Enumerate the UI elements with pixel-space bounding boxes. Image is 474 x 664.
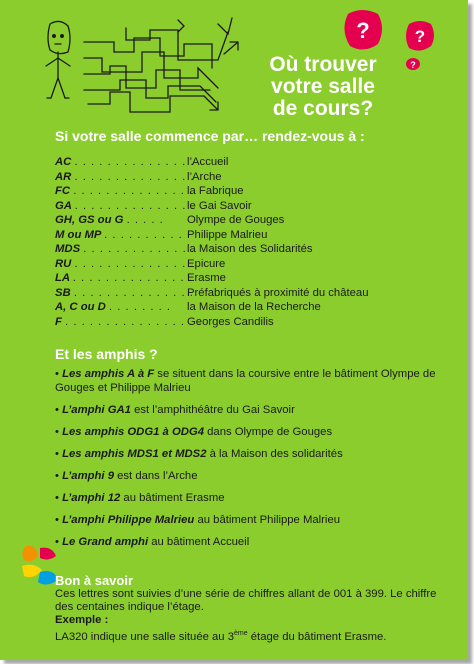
- title-line: de cours?: [272, 97, 374, 120]
- maze-lines-illustration: [28, 14, 244, 124]
- question-bubble-icon: [405, 20, 435, 52]
- amphi-item: • L’amphi Philippe Malrieu au bâtiment Philippe Malrieu: [55, 513, 341, 526]
- room-code: SB . . . . . . . . . . . . . . .: [55, 286, 194, 299]
- code-row: [55, 199, 455, 214]
- svg-text:?: ?: [414, 27, 426, 46]
- code-row: [55, 257, 455, 272]
- bon-a-savoir-body: [55, 588, 455, 644]
- code-row: [55, 300, 455, 315]
- example-text: LA320 indique une salle située au 3ème étage du bâtiment Erasme.: [55, 630, 387, 643]
- room-code: MDS . . . . . . . . . . . . . .: [55, 243, 195, 255]
- building-name: Georges Candilis: [187, 315, 274, 328]
- room-code-list: [55, 155, 455, 329]
- room-code: LA . . . . . . . . . . . . . . .: [55, 272, 193, 284]
- room-code: AC . . . . . . . . . . . . . . .: [55, 156, 195, 168]
- code-row: [55, 315, 455, 330]
- bon-text: Ces lettres sont suivies d’une série de chiffres allant de 001 à 399. Le chiffre des centaines indique l’étage.: [55, 588, 437, 613]
- amphi-list: [55, 368, 465, 558]
- amphi-item: • L’amphi 9 est dans l’Arche: [55, 469, 198, 482]
- svg-text:?: ?: [410, 60, 416, 70]
- room-code: FC . . . . . . . . . . . . . . .: [55, 185, 194, 197]
- code-row: [55, 170, 455, 185]
- svg-text:?: ?: [356, 18, 370, 43]
- code-row: [55, 155, 455, 170]
- building-name: Préfabriqués à proximité du château: [187, 286, 369, 299]
- building-name: la Maison de la Recherche: [187, 301, 321, 313]
- building-name: Erasme: [187, 272, 226, 284]
- building-name: l’Accueil: [187, 156, 229, 168]
- code-row: [55, 286, 455, 301]
- question-bubble-icon: [406, 58, 420, 70]
- intro-heading: Si votre salle commence par… rendez-vous à :: [55, 128, 365, 144]
- amphi-item: • Le Grand amphi au bâtiment Accueil: [55, 535, 250, 548]
- room-code: M ou MP . . . . . . . . . .: [55, 228, 183, 241]
- room-code: A, C ou D . . . . . . . .: [55, 301, 172, 313]
- building-name: l’Arche: [187, 170, 222, 183]
- room-code: AR . . . . . . . . . . . . . . .: [55, 170, 195, 183]
- amphis-heading: Et les amphis ?: [55, 346, 158, 362]
- amphi-item: • Les amphis MDS1 et MDS2 à la Maison des solidarités: [55, 447, 343, 460]
- code-row: [55, 242, 455, 257]
- title-line: votre salle: [271, 75, 375, 98]
- page-title: [253, 54, 393, 120]
- room-code: GA . . . . . . . . . . . . . . .: [55, 199, 195, 212]
- building-name: la Fabrique: [187, 185, 244, 197]
- room-code: F . . . . . . . . . . . . . . . . .: [55, 315, 202, 328]
- room-code: RU . . . . . . . . . . . . . . .: [55, 257, 195, 270]
- building-name: la Maison des Solidarités: [187, 243, 313, 255]
- room-code: GH, GS ou G . . . . .: [55, 214, 164, 226]
- bon-a-savoir-heading: Bon à savoir: [55, 573, 134, 588]
- amphi-item: • L’amphi GA1 est l’amphithéâtre du Gai Savoir: [55, 403, 295, 416]
- building-name: Philippe Malrieu: [187, 228, 268, 241]
- code-row: [55, 228, 455, 243]
- amphi-item: • Les amphis ODG1 à ODG4 dans Olympe de Gouges: [55, 425, 333, 438]
- code-row: [55, 271, 455, 286]
- building-name: Olympe de Gouges: [187, 214, 285, 226]
- title-line: Où trouver: [269, 53, 377, 76]
- amphi-item: • L’amphi 12 au bâtiment Erasme: [55, 491, 225, 504]
- code-row: [55, 184, 455, 199]
- example-label: Exemple :: [55, 614, 109, 626]
- question-bubble-icon: [342, 8, 384, 52]
- code-row: [55, 213, 455, 228]
- amphi-item: • Les amphis A à F se situent dans la coursive entre le bâtiment Olympe de Gouges et Philippe Malrieu: [55, 368, 436, 394]
- building-name: le Gai Savoir: [187, 199, 252, 212]
- building-name: Epicure: [187, 257, 226, 270]
